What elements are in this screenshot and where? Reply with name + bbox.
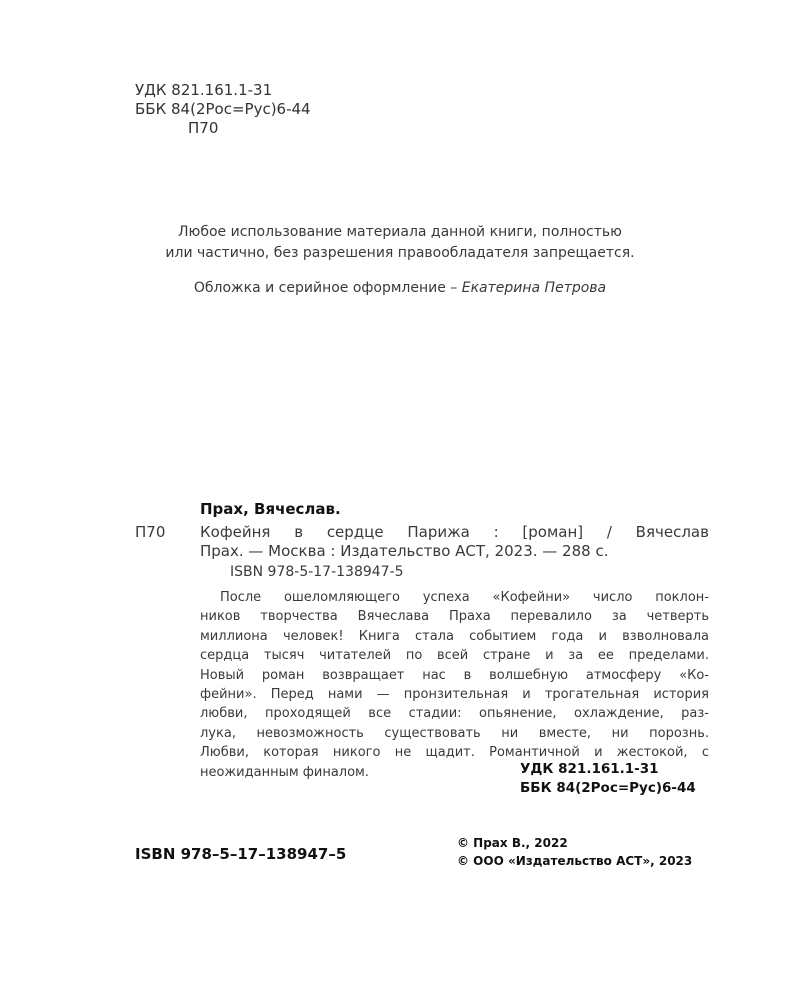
- isbn-footer: ISBN 978–5–17–138947–5: [135, 845, 347, 863]
- title-line-2: Прах. — Москва : Издательство АСТ, 2023. — 288 с.: [200, 542, 609, 560]
- annotation: [200, 588, 709, 782]
- title-word: Кофейня: [200, 523, 271, 541]
- author-mark: П70: [188, 119, 219, 137]
- title-word: [роман]: [522, 523, 584, 541]
- udk-code: УДК 821.161.1-31: [520, 761, 659, 777]
- notice-line-2: или частично, без разрешения правообладателя запрещается.: [165, 245, 635, 261]
- isbn-entry: ISBN 978-5-17-138947-5: [230, 564, 404, 580]
- udk-block-bottom: [520, 760, 696, 798]
- title-word: Парижа: [407, 523, 470, 541]
- bbk-code: ББК 84(2Рос=Рус)6-44: [135, 100, 311, 118]
- copyright-publisher: © ООО «Издательство АСТ», 2023: [457, 854, 693, 868]
- annotation-line: лука, невозможность существовать ни вместе, ни порознь.: [200, 725, 709, 741]
- notice-line-1: Любое использование материала данной книги, полностью: [178, 224, 622, 240]
- design-credit: [0, 280, 800, 296]
- annotation-line: неожиданным финалом.: [200, 764, 369, 780]
- title-word: в: [294, 523, 304, 541]
- annotation-line: После ошеломляющего успеха «Кофейни» число поклон-: [220, 590, 709, 605]
- bbk-code: ББК 84(2Рос=Рус)6-44: [520, 780, 696, 796]
- udk-block-top: [135, 81, 311, 138]
- title-word: сердце: [326, 523, 384, 541]
- title-word: Вячеслав: [635, 523, 709, 541]
- author-heading: Прах, Вячеслав.: [200, 500, 341, 518]
- annotation-line: Новый роман возвращает нас в волшебную атмосферу «Ко-: [200, 667, 709, 683]
- designer-name: Екатерина Петрова: [461, 280, 607, 296]
- design-credit-text: Обложка и серийное оформление –: [193, 280, 462, 296]
- title-word: /: [606, 523, 612, 541]
- title-word: :: [493, 523, 499, 541]
- copyright-author: © Прах В., 2022: [457, 836, 568, 850]
- copyright-notice: [0, 222, 800, 264]
- title-line-1: [200, 523, 709, 541]
- annotation-line: миллиона человек! Книга стала событием года и взволновала: [200, 628, 709, 644]
- annotation-line: ников творчества Вячеслава Праха перевалило за четверть: [200, 609, 709, 625]
- annotation-line: любви, проходящей все стадии: опьянение, охлаждение, раз-: [200, 706, 709, 722]
- copyright-block: [457, 834, 692, 870]
- author-mark-entry: П70: [135, 523, 166, 541]
- annotation-line: сердца тысяч читателей по всей стране и за ее пределами.: [200, 648, 709, 664]
- annotation-line: фейни». Перед нами — пронзительная и трогательная история: [200, 687, 709, 703]
- annotation-line: Любви, которая никого не щадит. Романтичной и жестокой, с: [200, 745, 709, 761]
- udk-code: УДК 821.161.1-31: [135, 81, 273, 99]
